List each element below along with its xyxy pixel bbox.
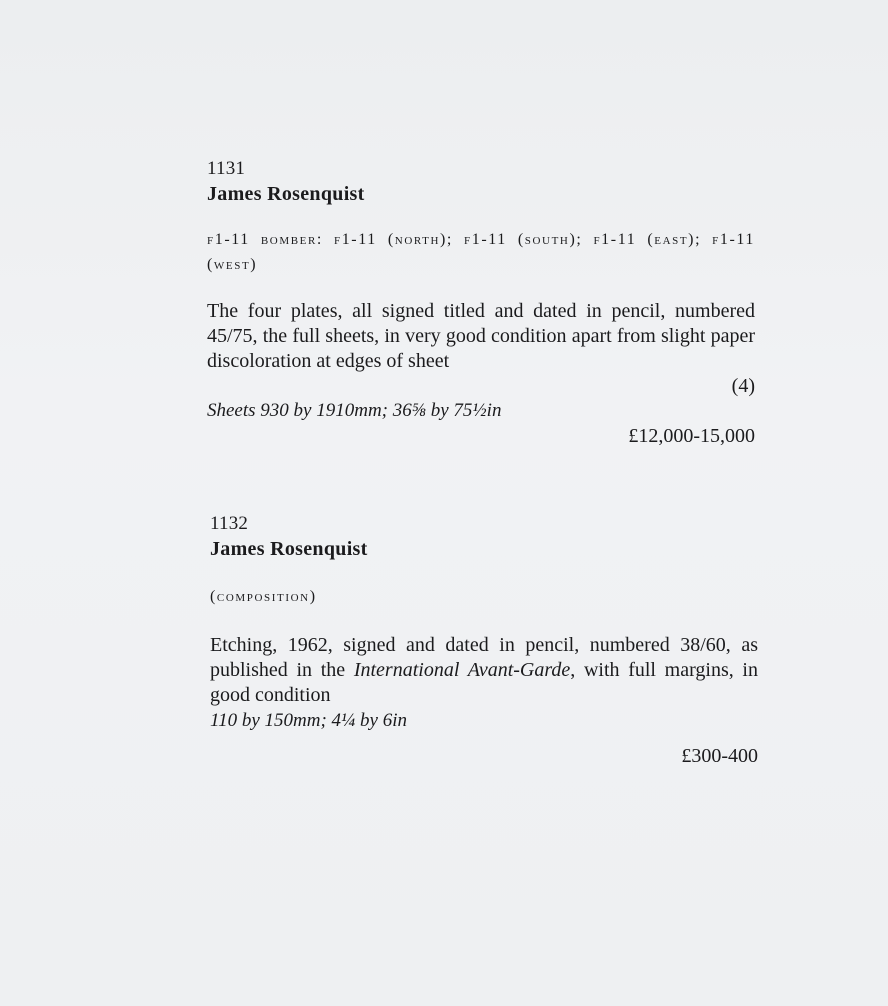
publication-title: International Avant-Garde bbox=[353, 659, 571, 681]
lot-quantity: (4) bbox=[731, 375, 755, 397]
lot-title: f1-11 bomber: f1-11 (north); f1-11 (south); f1-11 (east); f1-11 (west) bbox=[207, 231, 755, 273]
lot-title: (composition) bbox=[210, 588, 317, 605]
lot-number: 1132 bbox=[210, 513, 249, 534]
lot-1131 bbox=[207, 157, 755, 449]
lot-1132 bbox=[210, 512, 758, 769]
lot-dimensions: Sheets 930 by 1910mm; 36⅝ by 75½in bbox=[207, 400, 502, 421]
lot-description: The four plates, all signed titled and dated in pencil, numbered 45/75, the full sheets, in very good condition apart from slight paper discoloration at edges of sheet bbox=[207, 300, 755, 372]
lot-estimate: £300-400 bbox=[681, 745, 758, 767]
description-text: Etching, 1962, signed and dated in pencil, numbered 38/60, as published in the bbox=[210, 634, 758, 681]
artist-name: James Rosenquist bbox=[207, 183, 365, 205]
lot-estimate: £12,000-15,000 bbox=[628, 425, 755, 447]
lot-description bbox=[210, 633, 758, 708]
artist-name: James Rosenquist bbox=[210, 538, 368, 560]
description-text-continued: , with full margins, in good condition bbox=[210, 659, 758, 706]
lot-dimensions: 110 by 150mm; 4¼ by 6in bbox=[210, 710, 408, 731]
lot-number: 1131 bbox=[207, 158, 246, 179]
